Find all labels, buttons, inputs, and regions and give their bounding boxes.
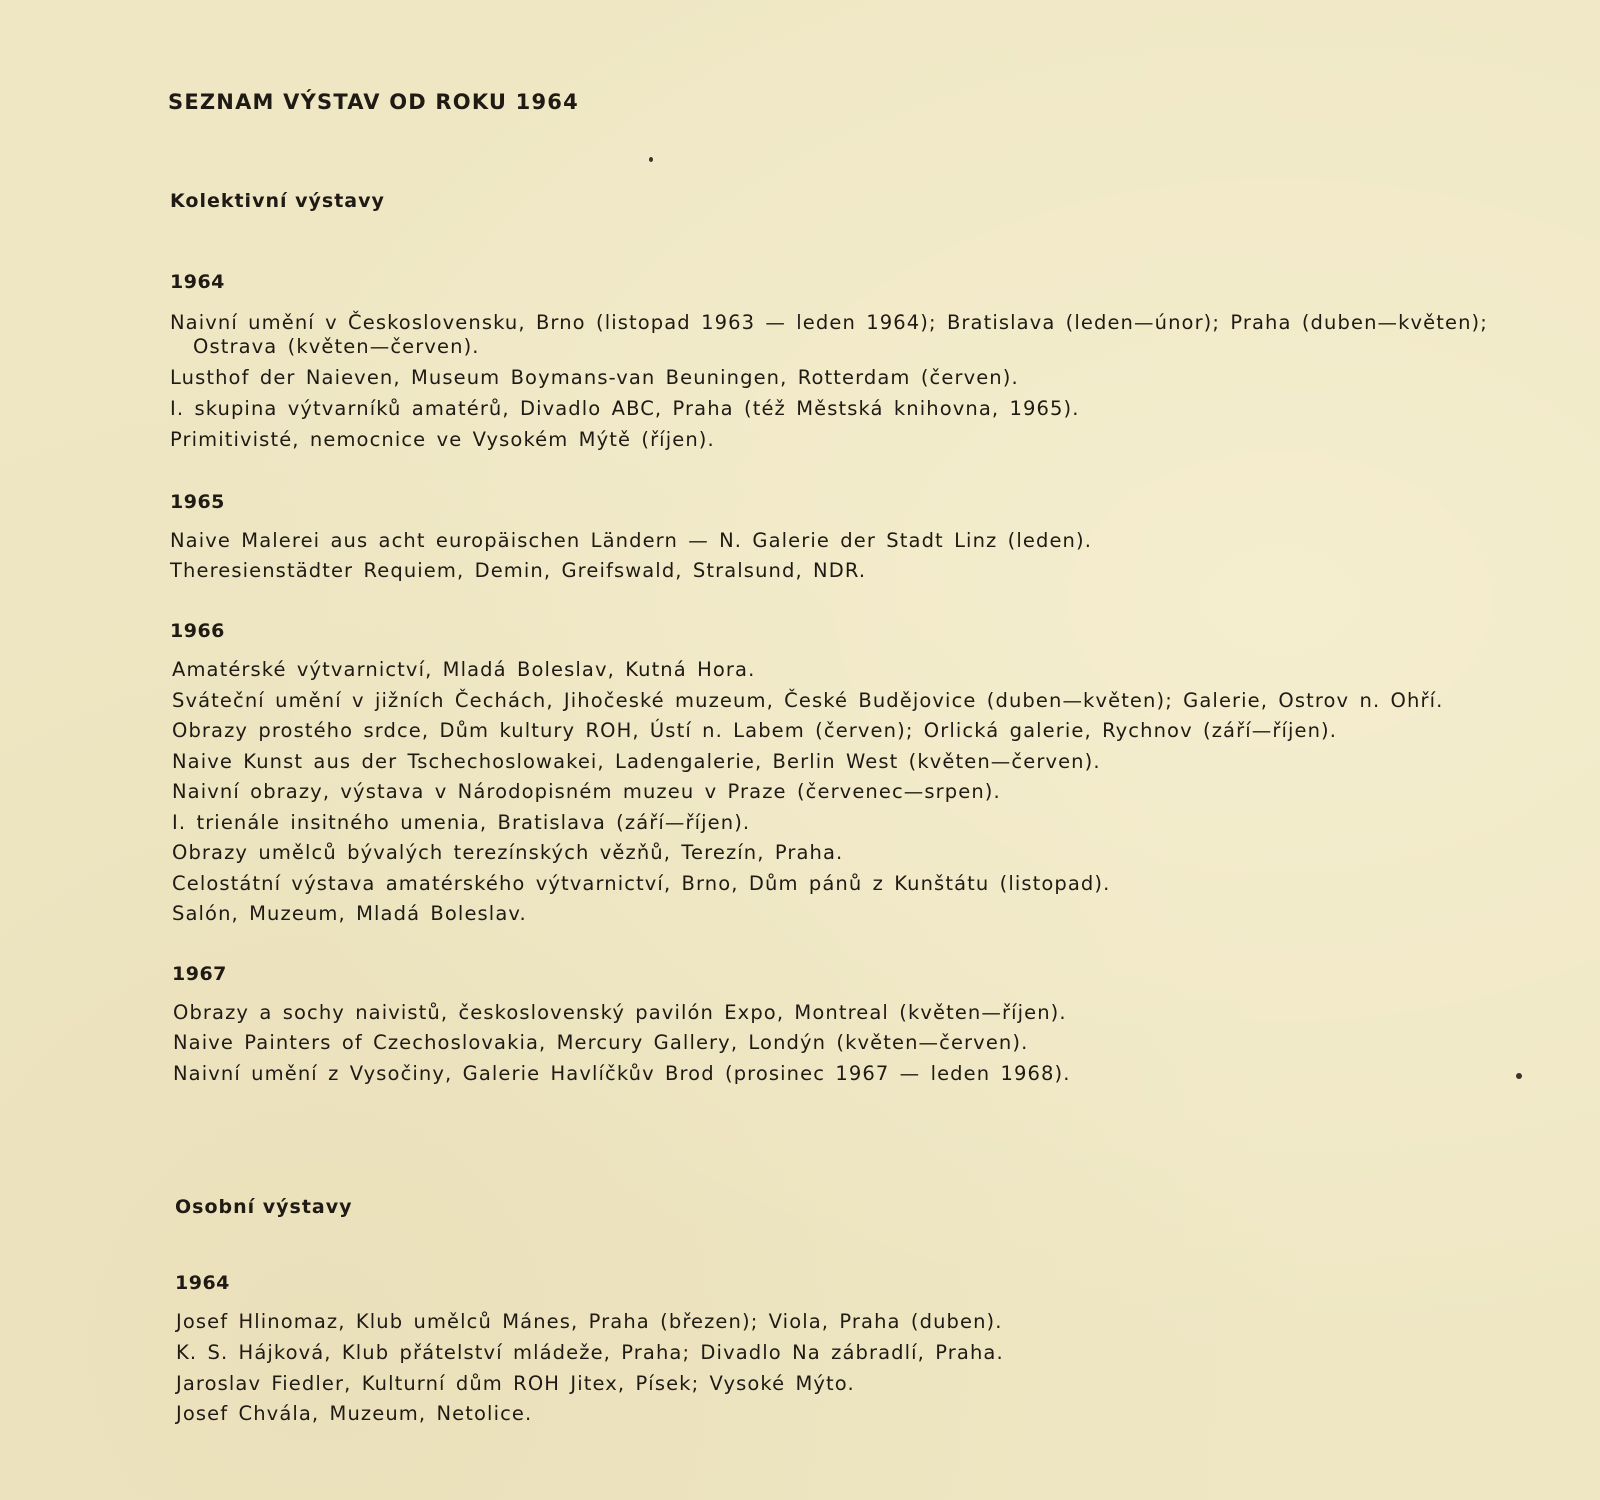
exhibition-entry: Naivní obrazy, výstava v Národopisném muzeu v Praze (červenec—srpen). — [172, 780, 1001, 803]
exhibition-entry: Josef Hlinomaz, Klub umělců Mánes, Praha (březen); Viola, Praha (duben). — [176, 1310, 1003, 1333]
year-heading: 1966 — [170, 620, 225, 642]
exhibition-entry: Naivní umění v Československu, Brno (listopad 1963 — leden 1964); Bratislava (leden—únor); Praha (duben—květen); — [170, 311, 1488, 334]
exhibition-entry: Salón, Muzeum, Mladá Boleslav. — [172, 902, 527, 925]
exhibition-entry: Obrazy umělců bývalých terezínských vězňů, Terezín, Praha. — [172, 841, 844, 864]
exhibition-entry: Obrazy prostého srdce, Dům kultury ROH, Ústí n. Labem (červen); Orlická galerie, Rychnov (září—říjen). — [172, 719, 1338, 742]
page-title: SEZNAM VÝSTAV OD ROKU 1964 — [168, 90, 579, 114]
exhibition-entry: Josef Chvála, Muzeum, Netolice. — [176, 1402, 533, 1425]
exhibition-entry: Naive Painters of Czechoslovakia, Mercury Gallery, Londýn (květen—červen). — [173, 1031, 1029, 1054]
year-heading: 1964 — [175, 1272, 230, 1294]
exhibition-entry: Naive Kunst aus der Tschechoslowakei, Ladengalerie, Berlin West (květen—červen). — [172, 750, 1101, 773]
year-heading: 1964 — [170, 271, 225, 293]
exhibition-entry: Sváteční umění v jižních Čechách, Jihočeské muzeum, České Budějovice (duben—květen); Galerie, Ostrov n. Ohří. — [172, 689, 1444, 712]
exhibition-entry: Naive Malerei aus acht europäischen Ländern — N. Galerie der Stadt Linz (leden). — [170, 529, 1093, 552]
exhibition-entry: Theresienstädter Requiem, Demin, Greifswald, Stralsund, NDR. — [170, 559, 867, 582]
section-heading-collective: Kolektivní výstavy — [170, 190, 385, 212]
exhibition-entry: I. trienále insitného umenia, Bratislava (září—říjen). — [172, 811, 751, 834]
paper-speck — [1516, 1073, 1522, 1079]
exhibition-entry: I. skupina výtvarníků amatérů, Divadlo ABC, Praha (též Městská knihovna, 1965). — [170, 397, 1080, 420]
paper-speck — [649, 157, 653, 162]
year-heading: 1965 — [170, 491, 225, 513]
exhibition-entry: Amatérské výtvarnictví, Mladá Boleslav, Kutná Hora. — [172, 658, 756, 681]
exhibition-entry: Primitivisté, nemocnice ve Vysokém Mýtě (říjen). — [170, 428, 715, 451]
exhibition-entry-continuation: Ostrava (květen—červen). — [193, 335, 480, 358]
exhibition-entry: Obrazy a sochy naivistů, československý pavilón Expo, Montreal (květen—říjen). — [173, 1001, 1067, 1024]
exhibition-entry: Celostátní výstava amatérského výtvarnictví, Brno, Dům pánů z Kunštátu (listopad). — [172, 872, 1111, 895]
exhibition-entry: Naivní umění z Vysočiny, Galerie Havlíčkův Brod (prosinec 1967 — leden 1968). — [173, 1062, 1071, 1085]
exhibition-entry: Jaroslav Fiedler, Kulturní dům ROH Jitex, Písek; Vysoké Mýto. — [176, 1372, 855, 1395]
exhibition-entry: K. S. Hájková, Klub přátelství mládeže, Praha; Divadlo Na zábradlí, Praha. — [176, 1341, 1004, 1364]
year-heading: 1967 — [172, 963, 227, 985]
section-heading-personal: Osobní výstavy — [175, 1196, 353, 1218]
exhibition-entry: Lusthof der Naieven, Museum Boymans-van Beuningen, Rotterdam (červen). — [170, 366, 1019, 389]
